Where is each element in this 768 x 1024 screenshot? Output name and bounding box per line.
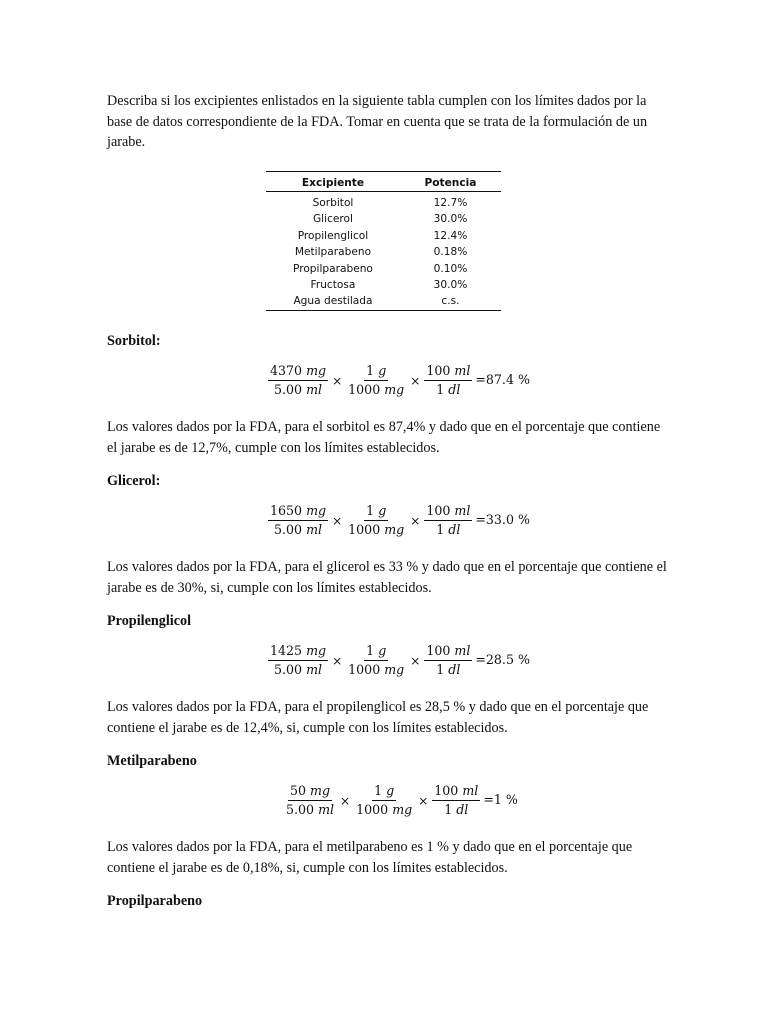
- eq-denominator: 5.00: [274, 521, 303, 537]
- unit-ml: ml: [306, 381, 323, 397]
- fraction: [354, 785, 414, 816]
- unit-mg: mg: [306, 643, 327, 658]
- fraction: [346, 365, 406, 396]
- fraction: [284, 785, 336, 816]
- excipient-table: [266, 171, 501, 311]
- unit-dl: dl: [448, 661, 461, 677]
- table-row: [266, 244, 501, 260]
- unit-ml: ml: [454, 363, 471, 378]
- fraction: [424, 645, 472, 676]
- eq-denominator: 5.00: [274, 661, 303, 677]
- eq-result: =87.4 %: [475, 372, 530, 388]
- eq-numerator: 4370: [270, 363, 303, 378]
- section-text-propilenglicol: Los valores dados por la FDA, para el propilenglicol es 28,5 % y dado que en el porcentaje que contiene el jarabe es de 12,4%, si, cumple con los límites establecidos.: [107, 699, 649, 736]
- eq-numerator: 100: [434, 783, 459, 798]
- excipient-potency: 30.0%: [433, 213, 468, 226]
- unit-mg: mg: [306, 503, 327, 518]
- unit-ml: ml: [454, 503, 471, 518]
- eq-result: =28.5 %: [475, 652, 530, 668]
- equation-propilenglicol: [266, 645, 530, 676]
- unit-dl: dl: [448, 381, 461, 397]
- eq-result: =33.0 %: [475, 512, 530, 528]
- fraction: [268, 645, 328, 676]
- section-heading-propilparabeno: Propilparabeno: [107, 893, 203, 909]
- section-heading-metilparabeno: Metilparabeno: [107, 753, 197, 769]
- fraction: [432, 785, 480, 816]
- unit-mg: mg: [306, 363, 327, 378]
- section-heading-glicerol: Glicerol:: [107, 473, 161, 489]
- table-row: [266, 261, 501, 277]
- excipient-name: Propilenglicol: [297, 229, 369, 242]
- excipient-name: Agua destilada: [293, 295, 373, 308]
- eq-numerator: 1: [366, 363, 375, 378]
- times-sign: ×: [418, 793, 429, 808]
- fraction: [346, 645, 406, 676]
- fraction: [424, 505, 472, 536]
- section-text-metilparabeno: Los valores dados por la FDA, para el metilparabeno es 1 % y dado que en el porcentaje que contiene el jarabe es de 0,18%, si, cumple con los límites establecidos.: [107, 839, 633, 876]
- eq-numerator: 1: [366, 503, 375, 518]
- eq-denominator: 5.00: [274, 381, 303, 397]
- eq-numerator: 1650: [270, 503, 303, 518]
- table-header-excipiente: Excipiente: [266, 172, 400, 192]
- excipient-name: Fructosa: [310, 279, 356, 292]
- eq-denominator: 1000: [356, 801, 389, 817]
- unit-g: g: [378, 363, 387, 378]
- unit-mg: mg: [310, 783, 331, 798]
- excipient-potency: 0.18%: [433, 246, 468, 259]
- eq-numerator: 100: [426, 363, 451, 378]
- excipient-potency: c.s.: [441, 295, 460, 308]
- times-sign: ×: [410, 373, 421, 388]
- eq-denominator: 1: [436, 381, 445, 397]
- times-sign: ×: [340, 793, 351, 808]
- excipient-potency: 0.10%: [433, 262, 468, 275]
- excipient-name: Propilparabeno: [293, 262, 373, 275]
- section-heading-sorbitol: Sorbitol:: [107, 333, 161, 349]
- unit-ml: ml: [306, 521, 323, 537]
- equation-metilparabeno: [282, 785, 518, 816]
- eq-denominator: 1000: [348, 381, 381, 397]
- eq-denominator: 1000: [348, 661, 381, 677]
- unit-ml: ml: [306, 661, 323, 677]
- times-sign: ×: [410, 653, 421, 668]
- fraction: [346, 505, 406, 536]
- times-sign: ×: [332, 653, 343, 668]
- unit-mg: mg: [384, 521, 405, 537]
- unit-ml: ml: [318, 801, 335, 817]
- unit-mg: mg: [384, 661, 405, 677]
- intro-paragraph: Describa si los excipientes enlistados en la siguiente tabla cumplen con los límites dados por la base de datos correspondiente de la FDA. Tomar en cuenta que se trata de la formulación de un jarabe.: [107, 93, 648, 150]
- unit-mg: mg: [384, 381, 405, 397]
- section-text-glicerol: Los valores dados por la FDA, para el glicerol es 33 % y dado que en el porcentaje que contiene el jarabe es de 30%, si, cumple con los límites establecidos.: [107, 559, 667, 596]
- equation-sorbitol: [266, 365, 530, 396]
- table-row: [266, 277, 501, 293]
- unit-dl: dl: [448, 521, 461, 537]
- excipient-potency: 12.7%: [433, 197, 468, 209]
- excipient-name: Glicerol: [312, 213, 353, 226]
- section-text-sorbitol: Los valores dados por la FDA, para el sorbitol es 87,4% y dado que en el porcentaje que contiene el jarabe es de 12,7%, cumple con los límites establecidos.: [107, 419, 661, 456]
- eq-numerator: 50: [289, 783, 307, 798]
- times-sign: ×: [410, 513, 421, 528]
- unit-g: g: [378, 643, 387, 658]
- eq-denominator: 1: [444, 801, 453, 817]
- fraction: [424, 365, 472, 396]
- eq-denominator: 1000: [348, 521, 381, 537]
- table-row: [266, 228, 501, 244]
- table-row: [266, 211, 501, 227]
- excipient-name: Metilparabeno: [294, 246, 372, 259]
- unit-dl: dl: [456, 801, 469, 817]
- eq-numerator: 100: [426, 643, 451, 658]
- eq-denominator: 1: [436, 521, 445, 537]
- unit-g: g: [386, 783, 395, 798]
- eq-numerator: 1: [374, 783, 383, 798]
- table-row: [266, 192, 501, 212]
- excipient-potency: 12.4%: [433, 229, 468, 242]
- unit-g: g: [378, 503, 387, 518]
- times-sign: ×: [332, 373, 343, 388]
- eq-numerator: 1: [366, 643, 375, 658]
- eq-numerator: 1425: [270, 643, 303, 658]
- unit-ml: ml: [454, 643, 471, 658]
- unit-mg: mg: [392, 801, 413, 817]
- eq-result: =1 %: [483, 792, 518, 808]
- excipient-name: Sorbitol: [312, 197, 354, 209]
- unit-ml: ml: [462, 783, 479, 798]
- eq-denominator: 5.00: [286, 801, 315, 817]
- excipient-potency: 30.0%: [433, 279, 468, 292]
- eq-numerator: 100: [426, 503, 451, 518]
- table-header-potencia: Potencia: [400, 172, 501, 192]
- fraction: [268, 505, 328, 536]
- table-row: [266, 293, 501, 309]
- equation-glicerol: [266, 505, 530, 536]
- section-heading-propilenglicol: Propilenglicol: [107, 613, 192, 629]
- times-sign: ×: [332, 513, 343, 528]
- fraction: [268, 365, 328, 396]
- eq-denominator: 1: [436, 661, 445, 677]
